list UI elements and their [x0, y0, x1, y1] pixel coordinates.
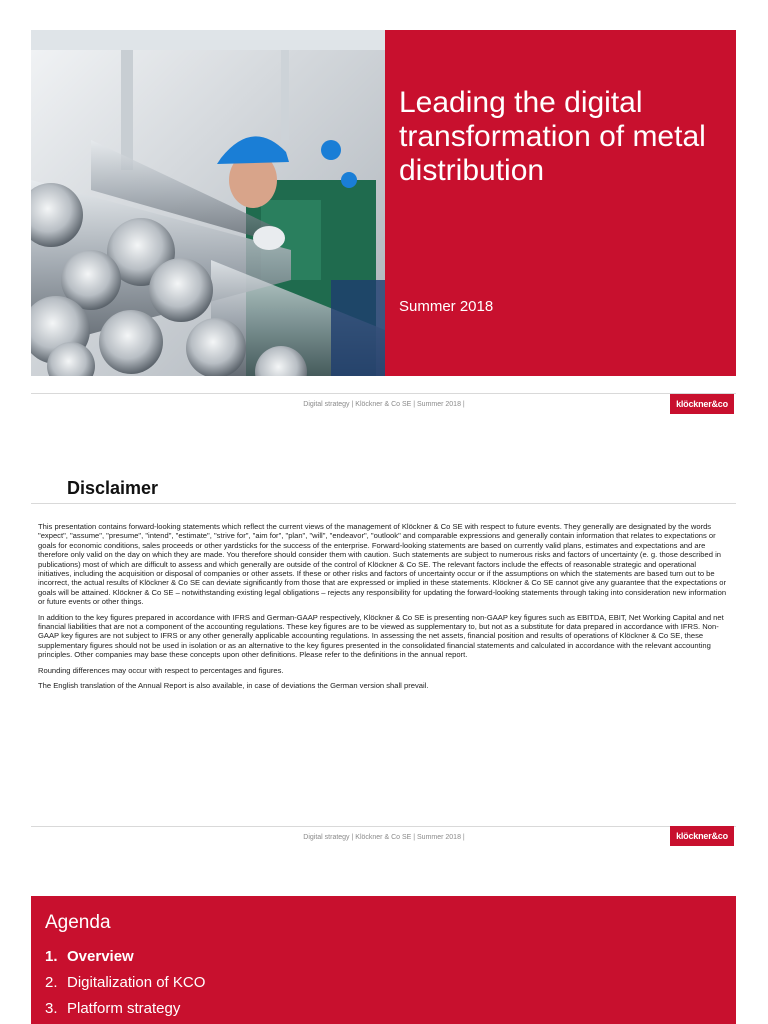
agenda-item-platform-strategy: [45, 1000, 205, 1024]
agenda-item-digitalization: [45, 974, 205, 1000]
title-divider: [31, 503, 736, 504]
footer-text: Digital strategy | Klöckner & Co SE | Summer 2018 |: [303, 834, 465, 841]
agenda-panel: [31, 896, 736, 1024]
disclaimer-paragraph: In addition to the key figures prepared in accordance with IFRS and German-GAAP respectively, Klöckner & Co SE is presenting non-GAAP key figures such as EBITDA, EBIT, Net Working Capital and net financial liabilities that are not a component of the accounting regulations. These key figures are to be viewed as supplementary to, but not as a substitute for data prepared in accordance with IFRS. Non-GAAP key figures are not subject to IFRS or any other generally applicable accounting regulations. In assessing the net assets, financial position and results of operations of Klöckner & Co SE, these supplementary figures should not be used in isolation or as an alternative to the key figures presented in the consolidated financial statements and calculated in accordance with the relevant accounting principles. Other companies may base these concepts upon other definitions. Please refer to the definitions in the annual report.: [38, 612, 724, 660]
agenda-item-label: Platform strategy: [67, 1000, 181, 1017]
disclaimer-paragraph: Rounding differences may occur with respect to percentages and figures.: [38, 665, 284, 675]
agenda-item-number: 1.: [45, 948, 58, 965]
disclaimer-body: [38, 522, 728, 697]
agenda-item-number: 3.: [45, 1000, 58, 1017]
agenda-item-label: Overview: [67, 948, 134, 965]
presentation-title: Leading the digital transformation of metal distribution: [399, 86, 706, 187]
title-panel: [385, 30, 736, 376]
disclaimer-title: Disclaimer: [67, 478, 159, 498]
agenda-title: Agenda: [45, 912, 111, 933]
agenda-list: [45, 948, 205, 1024]
disclaimer-paragraph: This presentation contains forward-looking statements which reflect the current views of the management of Klöckner & Co SE with respect to future events. They generally are designated by the words "expect", "assume", "presume", "intend", "estimate", "strive for", "aim for", "plan", "will", "endeavor", "outlook" and comparable expressions and generally contain information that relates to expectations or goals for economic conditions, sales proceeds or other yardsticks for the success of the enterprise. Forward-looking statements are based on currently valid plans, estimates and expectations and are therefore only valid on the day on which they are made. You therefore should consider them with caution. Such statements are subject to numerous risks and factors of uncertainty (e. g. those described in publications) most of which are difficult to assess and which generally are outside of the control of Klöckner & Co SE. The relevant factors include the effects of reasonable strategic and operational initiatives, including the acquisition or disposal of companies or other assets. If these or other risks and factors of uncertainty occur or if the assumptions on which the statements are based turn out to be incorrect, the actual results of Klöckner & Co SE can deviate significantly from those that are expressed or implied in these statements. Klöckner & Co SE cannot give any guarantee that the expectations or goals will be attained. Klöckner & Co SE – notwithstanding existing legal obligations – rejects any responsibility for updating the forward-looking statements through taking into consideration new information or future events or other things.: [38, 522, 727, 607]
footer-divider: [31, 826, 736, 827]
agenda-item-number: 2.: [45, 974, 58, 991]
footer-text: Digital strategy | Klöckner & Co SE | Summer 2018 |: [303, 401, 465, 408]
agenda-item-label: Digitalization of KCO: [67, 974, 206, 991]
hero-photo: [31, 30, 385, 376]
footer-divider: [31, 393, 736, 394]
company-logo: klöckner&co: [670, 394, 734, 414]
steel-bars-worker-image: [31, 30, 385, 376]
company-logo: klöckner&co: [670, 826, 734, 846]
disclaimer-paragraph: The English translation of the Annual Report is also available, in case of deviations the German version shall prevail.: [38, 681, 429, 691]
agenda-item-overview: [45, 948, 205, 974]
presentation-date: Summer 2018: [399, 298, 494, 315]
